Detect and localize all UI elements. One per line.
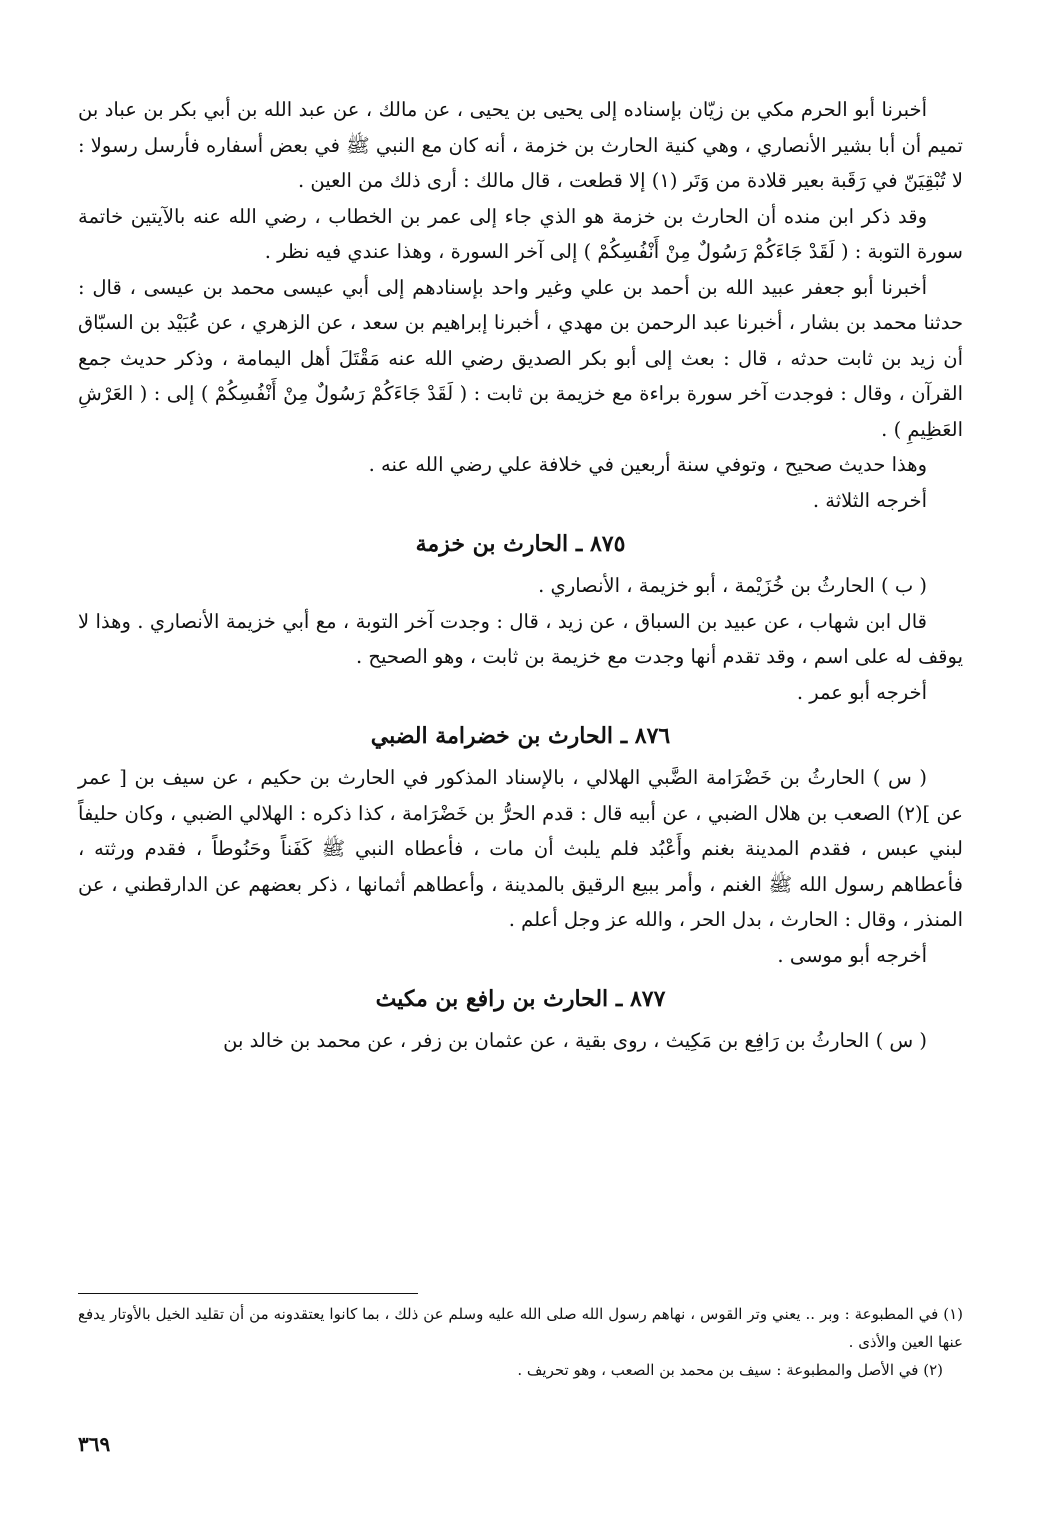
entry-877-body: ( س ) الحارثُ بن رَافِع بن مَكِيث ، روى بقية ، عن عثمان بن زفر ، عن محمد بن خالد بن bbox=[223, 1029, 927, 1052]
paragraph-hadith-sahih: وهذا حديث صحيح ، وتوفي سنة أربعين في خلافة علي رضي الله عنه . bbox=[368, 453, 927, 476]
entry-875-takhrij: أخرجه أبو عمر . bbox=[796, 680, 927, 704]
footnotes bbox=[78, 1300, 963, 1384]
footnote-1: (١) في المطبوعة : وبر .. يعني وتر القوس ، نهاهم رسول الله صلى الله عليه وسلم عن ذلك ، بما كانوا يعتقدونه من أن تقليد الخيل بالأوتار يدفع عنها العين والأذى . bbox=[78, 1305, 963, 1351]
footnote-divider bbox=[78, 1293, 418, 1294]
page-number: ٣٦٩ bbox=[78, 1432, 111, 1456]
entry-heading-875: ٨٧٥ ـ الحارث بن خزمة bbox=[415, 531, 626, 557]
entry-876-takhrij: أخرجه أبو موسى . bbox=[777, 943, 927, 967]
paragraph-takhrij-thalatha: أخرجه الثلاثة . bbox=[812, 488, 927, 512]
paragraph-ibn-mandah: وقد ذكر ابن منده أن الحارث بن خزمة هو الذي جاء إلى عمر بن الخطاب ، رضي الله عنه بالآيتين خاتمة سورة التوبة : ( لَقَدْ جَاءَكُمْ رَسُولٌ مِنْ أَنْفُسِكُمْ ) إلى آخر السورة ، وهذا عندي فيه نظر . bbox=[78, 204, 963, 263]
entry-876-body: ( س ) الحارثُ بن خَضْرَامة الضَّبي الهلالي ، بالإسناد المذكور في الحارث بن حكيم ، عن سيف بن [ عمر عن ](٢) الصعب بن هلال الضبي ، عن أبيه قال : قدم الحرُّ بن خَضْرَامة ، كذا ذكره : الهلالي الضبي ، وكان حليفاً لبني عبس ، فقدم المدينة بغنم وأَعْبُد فلم يلبث أن مات ، فأعطاه النبي ﷺ كَفَناً وحَنُوطاً ، فقدم ورثته ، فأعطاهم رسول الله ﷺ الغنم ، وأمر ببيع الرقيق بالمدينة ، وأعطاهم أثمانها ، ذكر بعضهم عن الدارقطني ، عن المنذر ، وقال : الحارث ، بدل الحر ، والله عز وجل أعلم . bbox=[78, 766, 963, 931]
paragraph-quran-collection: أخبرنا أبو جعفر عبيد الله بن أحمد بن علي وغير واحد بإسنادهم إلى أبي عيسى محمد بن عيسى ، قال : حدثنا محمد بن بشار ، أخبرنا عبد الرحمن بن مهدي ، أخبرنا إبراهيم بن سعد ، عن الزهري ، عن عُبَيْد بن السبّاق أن زيد بن ثابت حدثه ، قال : بعث إلى أبو بكر الصديق رضي الله عنه مَقْتَلَ أهل اليمامة ، وذكر حديث جمع القرآن ، وقال : فوجدت آخر سورة براءة مع خزيمة بن ثابت : ( لَقَدْ جَاءَكُمْ رَسُولٌ مِنْ أَنْفُسِكُمْ ) إلى : ( العَرْشِ العَظِيمِ ) . bbox=[78, 275, 963, 441]
entry-875-name-line: ( ب ) الحارثُ بن خُزَيْمة ، أبو خزيمة ، الأنصاري . bbox=[538, 574, 927, 597]
paragraph-isnad-malik: أخبرنا أبو الحرم مكي بن زيّان بإسناده إلى يحيى بن يحيى ، عن مالك ، عن عبد الله بن أبي بكر بن عباد بن تميم أن أبا بشير الأنصاري ، وهي كنية الحارث بن خزمة ، أنه كان مع النبي ﷺ في بعض أسفاره فأرسل رسولا : لا تُبْقِيَنّ في رَقَبة بعير قلادة من وَتَر (١) إلا قطعت ، قال مالك : أرى ذلك من العين . bbox=[78, 98, 963, 192]
entry-heading-877: ٨٧٧ ـ الحارث بن رافع بن مكيث bbox=[375, 986, 666, 1012]
footnote-2: (٢) في الأصل والمطبوعة : سيف بن محمد بن الصعب ، وهو تحريف . bbox=[517, 1361, 943, 1379]
entry-heading-876: ٨٧٦ ـ الحارث بن خضرامة الضبي bbox=[370, 723, 671, 749]
entry-875-body: قال ابن شهاب ، عن عبيد بن السباق ، عن زيد ، قال : وجدت آخر التوبة ، مع أبي خزيمة الأنصاري . وهذا لا يوقف له على اسم ، وقد تقدم أنها وجدت مع خزيمة بن ثابت ، وهو الصحيح . bbox=[78, 609, 963, 668]
